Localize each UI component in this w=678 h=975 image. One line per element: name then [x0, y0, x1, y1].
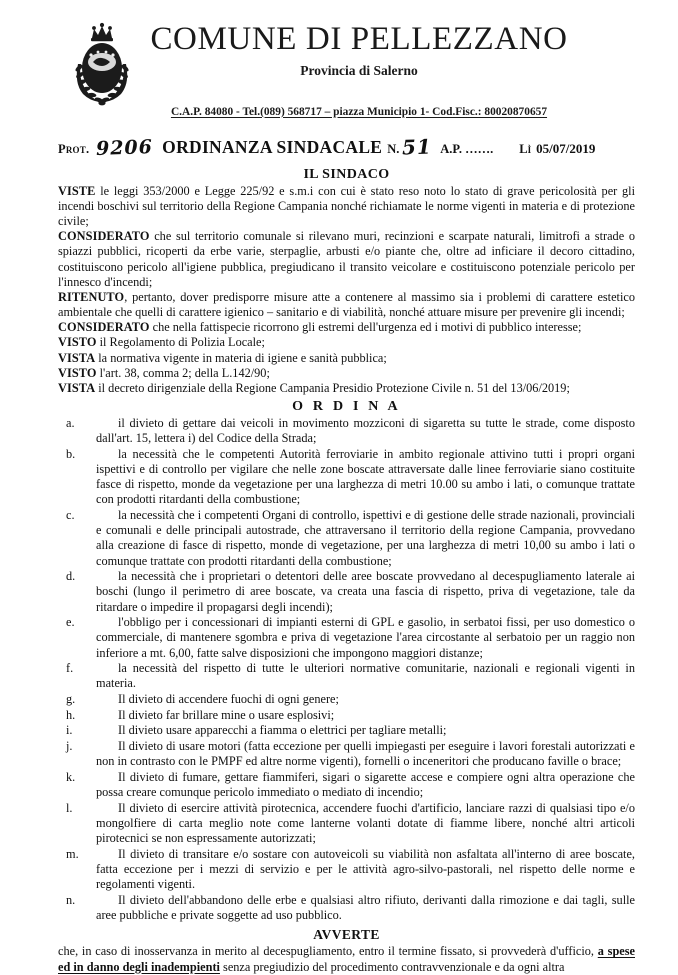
ap-label: A.P. ……. [440, 141, 494, 156]
item-text: la necessità che i competenti Organi di controllo, ispettivi e di gestione delle strade nazionali, provinciali e comunali e delle principali autostrade, che attraversano il territorio della regione Campania, provvedano alla creazione di fasce di rispetto, monde di vegetazione, per una larghezza di metri 10,00 su ambo i lati o comunque trattate con prodotti ritardanti della combustione; [96, 508, 635, 568]
ordinance-item [58, 416, 635, 446]
municipal-coat-of-arms-icon [68, 22, 140, 114]
item-marker: d. [66, 569, 76, 584]
item-marker: e. [66, 615, 75, 630]
ordinance-item [58, 569, 635, 615]
item-text: Il divieto usare apparecchi a fiamma o elettrici per tagliare metalli; [118, 723, 447, 738]
document-date: 05/07/2019 [536, 140, 596, 156]
premise-paragraph [58, 229, 635, 290]
premise-text: il Regolamento di Polizia Locale; [99, 335, 265, 350]
item-text: Il divieto di esercire attività pirotecnica, accendere fuochi d'artificio, lanciare razzi di qualsiasi tipo e/o mongolfiere di carta meglio note come lanterne volanti dotate di fiamme libere, nonché altri articoli pirotecnici se non espressamente autorizzati; [96, 800, 635, 846]
item-marker: g. [66, 692, 76, 707]
ordinance-item [58, 692, 635, 707]
ordinance-item [58, 508, 635, 569]
premise-paragraph [58, 381, 635, 396]
premise-keyword: VISTO [58, 335, 97, 350]
premise-keyword: RITENUTO [58, 289, 125, 304]
premise-text: l'art. 38, comma 2; della L.142/90; [99, 365, 270, 380]
premise-paragraph [58, 320, 635, 335]
closing-text-after: senza pregiudizio del procedimento contravvenzionale e da ogni altra [219, 959, 565, 974]
premises-block [58, 184, 635, 396]
provincia-subtitle: Provincia di Salerno [300, 62, 418, 78]
ordinance-number-handwritten: 51 [402, 134, 433, 160]
item-marker: a. [66, 416, 75, 431]
premise-paragraph [58, 335, 635, 350]
ordinance-item [58, 770, 635, 800]
ordinance-item [58, 615, 635, 661]
item-text: la necessità del rispetto di tutte le ulteriori normative comunitarie, nazionali e regionali vigenti in materia. [96, 661, 635, 691]
item-text: Il divieto dell'abbandono delle erbe e qualsiasi altro rifiuto, derivanti dalla rimozione e dai tagli, sulle aree pubbliche e private soggette ad uso pubblico. [96, 892, 635, 923]
premise-text: , pertanto, dover predisporre misure atte a contenere al massimo sia i problemi di carattere estetico ambientale che quelli di carattere igienico – sanitario e di viabilità, nonché attuare misure per prevenire gli incendi; [58, 289, 635, 320]
ordinance-item [58, 739, 635, 769]
ordinance-item [58, 661, 635, 691]
item-text: la necessità che le competenti Autorità ferroviarie in ambito regionale attivino tutti i propri organi ispettivi e di controllo per vigilare che nelle zone boscate attraversate dalle linee ferroviarie siano costituite fasce di rispetto, monde da vegetazione per una larghezza di metri 10.00 su ambo i lati, o comunque trattate con prodotti ritardanti della combustione; [96, 446, 635, 507]
premise-paragraph [58, 366, 635, 381]
item-marker: h. [66, 707, 76, 722]
section-heading-sindaco: IL SINDACO [303, 166, 390, 182]
item-marker: n. [66, 892, 76, 907]
premise-paragraph [58, 290, 635, 320]
premise-text: che nella fattispecie ricorrono gli estremi dell'urgenza ed i motivi di pubblico interesse; [152, 320, 582, 335]
contact-info-line: C.A.P. 84080 - Tel.(089) 568717 – piazza Municipio 1- Cod.Fisc.: 80020870657 [170, 105, 548, 118]
protocol-line [0, 134, 678, 158]
premise-keyword: CONSIDERATO [58, 229, 150, 244]
premise-paragraph [58, 184, 635, 230]
item-marker: j. [66, 739, 73, 754]
item-text: Il divieto di usare motori (fatta eccezione per quelli impiegasti per eseguire i lavori forestali autorizzati e non in contrasto con le PMPF ed altre norme vigenti), fornelli o inceneritori che producano faville o brace; [96, 739, 635, 769]
ordinance-item [58, 447, 635, 508]
item-text: il divieto di gettare dai veicoli in movimento mozziconi di sigaretta su tutte le strade, come disposto dall'art. 15, lettera i) del Codice della Strada; [96, 416, 635, 446]
item-marker: l. [66, 800, 73, 815]
item-marker: k. [66, 770, 76, 784]
premise-keyword: VISTA [58, 380, 96, 395]
item-text: la necessità che i proprietari o detentori delle aree boscate provvedano al decespugliamento laterale ai boschi (lungo il perimetro di aree boscate, va creata una fascia di rispetto, priva di vegetazione, tale da ritardare o impedire il propagarsi degli incendi); [96, 569, 635, 614]
premise-text: il decreto dirigenziale della Regione Campania Presidio Protezione Civile n. 51 del 13/06/2019; [98, 380, 570, 395]
section-heading-ordina: O R D I N A [292, 399, 401, 415]
premise-text: la normativa vigente in materia di igiene e sanità pubblica; [98, 350, 387, 365]
item-text: Il divieto far brillare mine o usare esplosivi; [118, 707, 335, 722]
document-body [0, 167, 678, 975]
item-text: Il divieto di accendere fuochi di ogni genere; [118, 692, 339, 707]
item-text: Il divieto di transitare e/o sostare con autoveicoli su viabilità non asfaltata all'interno di aree boscate, fatta eccezione per i mezzi di servizio e per le attività agro-silvo-pastorali, nel rispetto delle norme e regolamenti vigenti. [96, 846, 635, 892]
date-label: Lì [519, 141, 532, 156]
page-title: COMUNE DI PELLEZZANO [150, 21, 568, 57]
item-marker: b. [66, 446, 76, 461]
item-marker: m. [66, 846, 79, 861]
document-header [0, 0, 678, 118]
premise-keyword: VISTO [58, 365, 97, 380]
ordinance-item [58, 893, 635, 923]
item-text: l'obbligo per i concessionari di impianti esterni di GPL e gasolio, in serbatoi fissi, per uso domestico o commerciale, di mantenere sgombra e priva di vegetazione l'area circostante al serbatoio per un raggio non inferiore a mt. 6,00, fatte salve disposizioni che impongono maggiori distanze; [96, 615, 635, 660]
ordinance-item [58, 801, 635, 847]
ordinance-item [58, 723, 635, 738]
ordinance-number-label: N. [387, 141, 400, 156]
ordinance-item [58, 708, 635, 723]
item-marker: c. [66, 508, 75, 523]
premise-text: che sul territorio comunale si rilevano muri, recinzioni e scarpate naturali, limitrofi a strade o spiazzi pubblici, ricoperti da erbe varie, sterpaglie, arbusti e/o piante che, oltre ad inficiare il decoro cittadino, costituiscono pericolo all'igiene pubblica, pregiudicano il transito veicolare e costituiscono potenziale pericolo per l'innesco d'incendi; [58, 229, 635, 289]
item-text: Il divieto di fumare, gettare fiammiferi, sigari o sigarette accese e compiere ogni altra operazione che possa creare comunque pericolo immediato o mediato di incendio; [96, 770, 635, 800]
section-heading-avverte: AVVERTE [313, 927, 380, 943]
item-marker: i. [66, 723, 73, 738]
ordinance-item [58, 847, 635, 893]
premise-keyword: VISTA [58, 350, 96, 365]
ordinance-items-list [58, 416, 635, 923]
protocol-label: Prot. [58, 141, 90, 156]
premise-text: le leggi 353/2000 e Legge 225/92 e s.m.i con cui è stato reso noto lo stato di grave pericolosità per gli incendi boschivi sul territorio della Regione Campania nonché richiamate le norme vigenti in materia e di protezione civile; [58, 183, 636, 228]
closing-text-underlined: a spese ed in danno degli inadempienti [58, 944, 635, 974]
closing-text-before: che, in caso di inosservanza in merito al decespugliamento, entro il termine fissato, si provvederà d'ufficio, [58, 944, 598, 959]
protocol-number-handwritten: 9206 [95, 135, 154, 160]
premise-keyword: CONSIDERATO [58, 320, 150, 335]
item-marker: f. [66, 661, 74, 676]
premise-paragraph [58, 351, 635, 366]
ordinance-title: ORDINANZA SINDACALE [162, 136, 383, 157]
premise-keyword: VISTE [58, 183, 96, 198]
